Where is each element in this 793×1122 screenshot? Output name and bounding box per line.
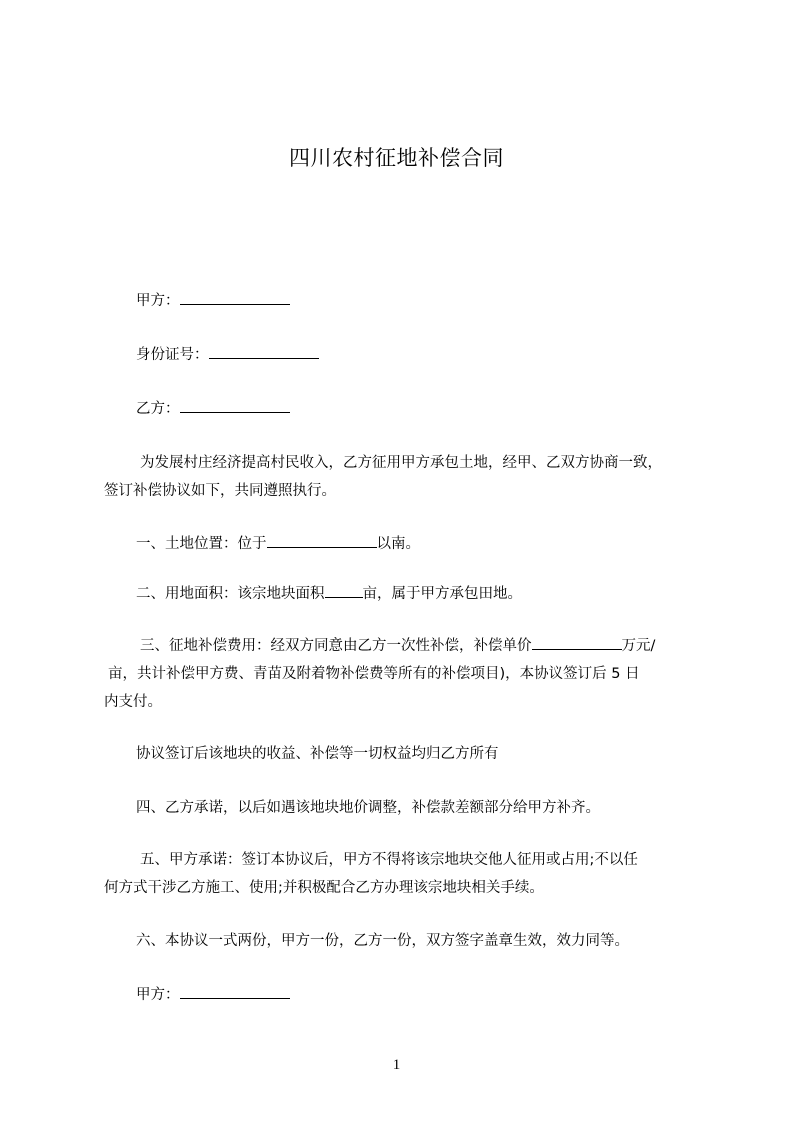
clause-3-text: 三、征地补偿费用：经双方同意由乙方一次性补偿，补偿单价 [140,638,532,654]
party-a-blank [180,290,290,305]
clause-6: 六、本协议一式两份，甲方一份，乙方一份，双方签字盖章生效，效力同等。 [136,933,629,949]
intro-line-1: 为发展村庄经济提高村民收入，乙方征用甲方承包土地，经甲、乙双方协商一致， [140,455,662,471]
page-number: 1 [392,1057,401,1073]
party-b-field [136,398,290,420]
clause-2 [136,583,522,605]
clause-4: 四、乙方承诺，以后如遇该地块地价调整，补偿款差额部分给甲方补齐。 [136,800,600,816]
clause-1 [136,533,420,555]
clause-3-line-3: 内支付。 [104,694,162,710]
intro-line-2: 签订补偿协议如下，共同遵照执行。 [104,483,336,499]
area-blank [325,583,363,598]
document-title: 四川农村征地补偿合同 [289,146,504,170]
party-a-field [136,290,290,312]
clause-3-line-2: 亩，共计补偿甲方费、青苗及附着物补偿费等所有的补偿项目)，本协议签订后 5 日 [108,666,640,682]
signature-party-a-label: 甲方： [136,987,180,1003]
clause-2-suffix: 亩，属于甲方承包田地。 [362,586,522,602]
clause-1-text: 一、土地位置：位于 [136,536,267,552]
clause-3-line-1 [140,635,655,657]
party-b-blank [180,398,290,413]
signature-party-a-blank [180,984,290,999]
clause-5-line-2: 何方式干涉乙方施工、使用;并积极配合乙方办理该宗地块相关手续。 [104,880,544,896]
unit-price-blank [532,635,622,650]
rights-note: 协议签订后该地块的收益、补偿等一切权益均归乙方所有 [136,746,499,762]
id-number-field [136,344,319,366]
party-a-label: 甲方： [136,293,180,309]
clause-5-line-1: 五、甲方承诺：签订本协议后，甲方不得将该宗地块交他人征用或占用;不以任 [140,852,638,868]
clause-1-suffix: 以南。 [376,536,420,552]
party-b-label: 乙方： [136,401,180,417]
location-blank [267,533,377,548]
clause-2-text: 二、用地面积：该宗地块面积 [136,586,325,602]
id-number-label: 身份证号： [136,347,209,363]
id-number-blank [209,344,319,359]
signature-party-a [136,984,290,1006]
clause-3-unit: 万元/ [621,638,656,654]
